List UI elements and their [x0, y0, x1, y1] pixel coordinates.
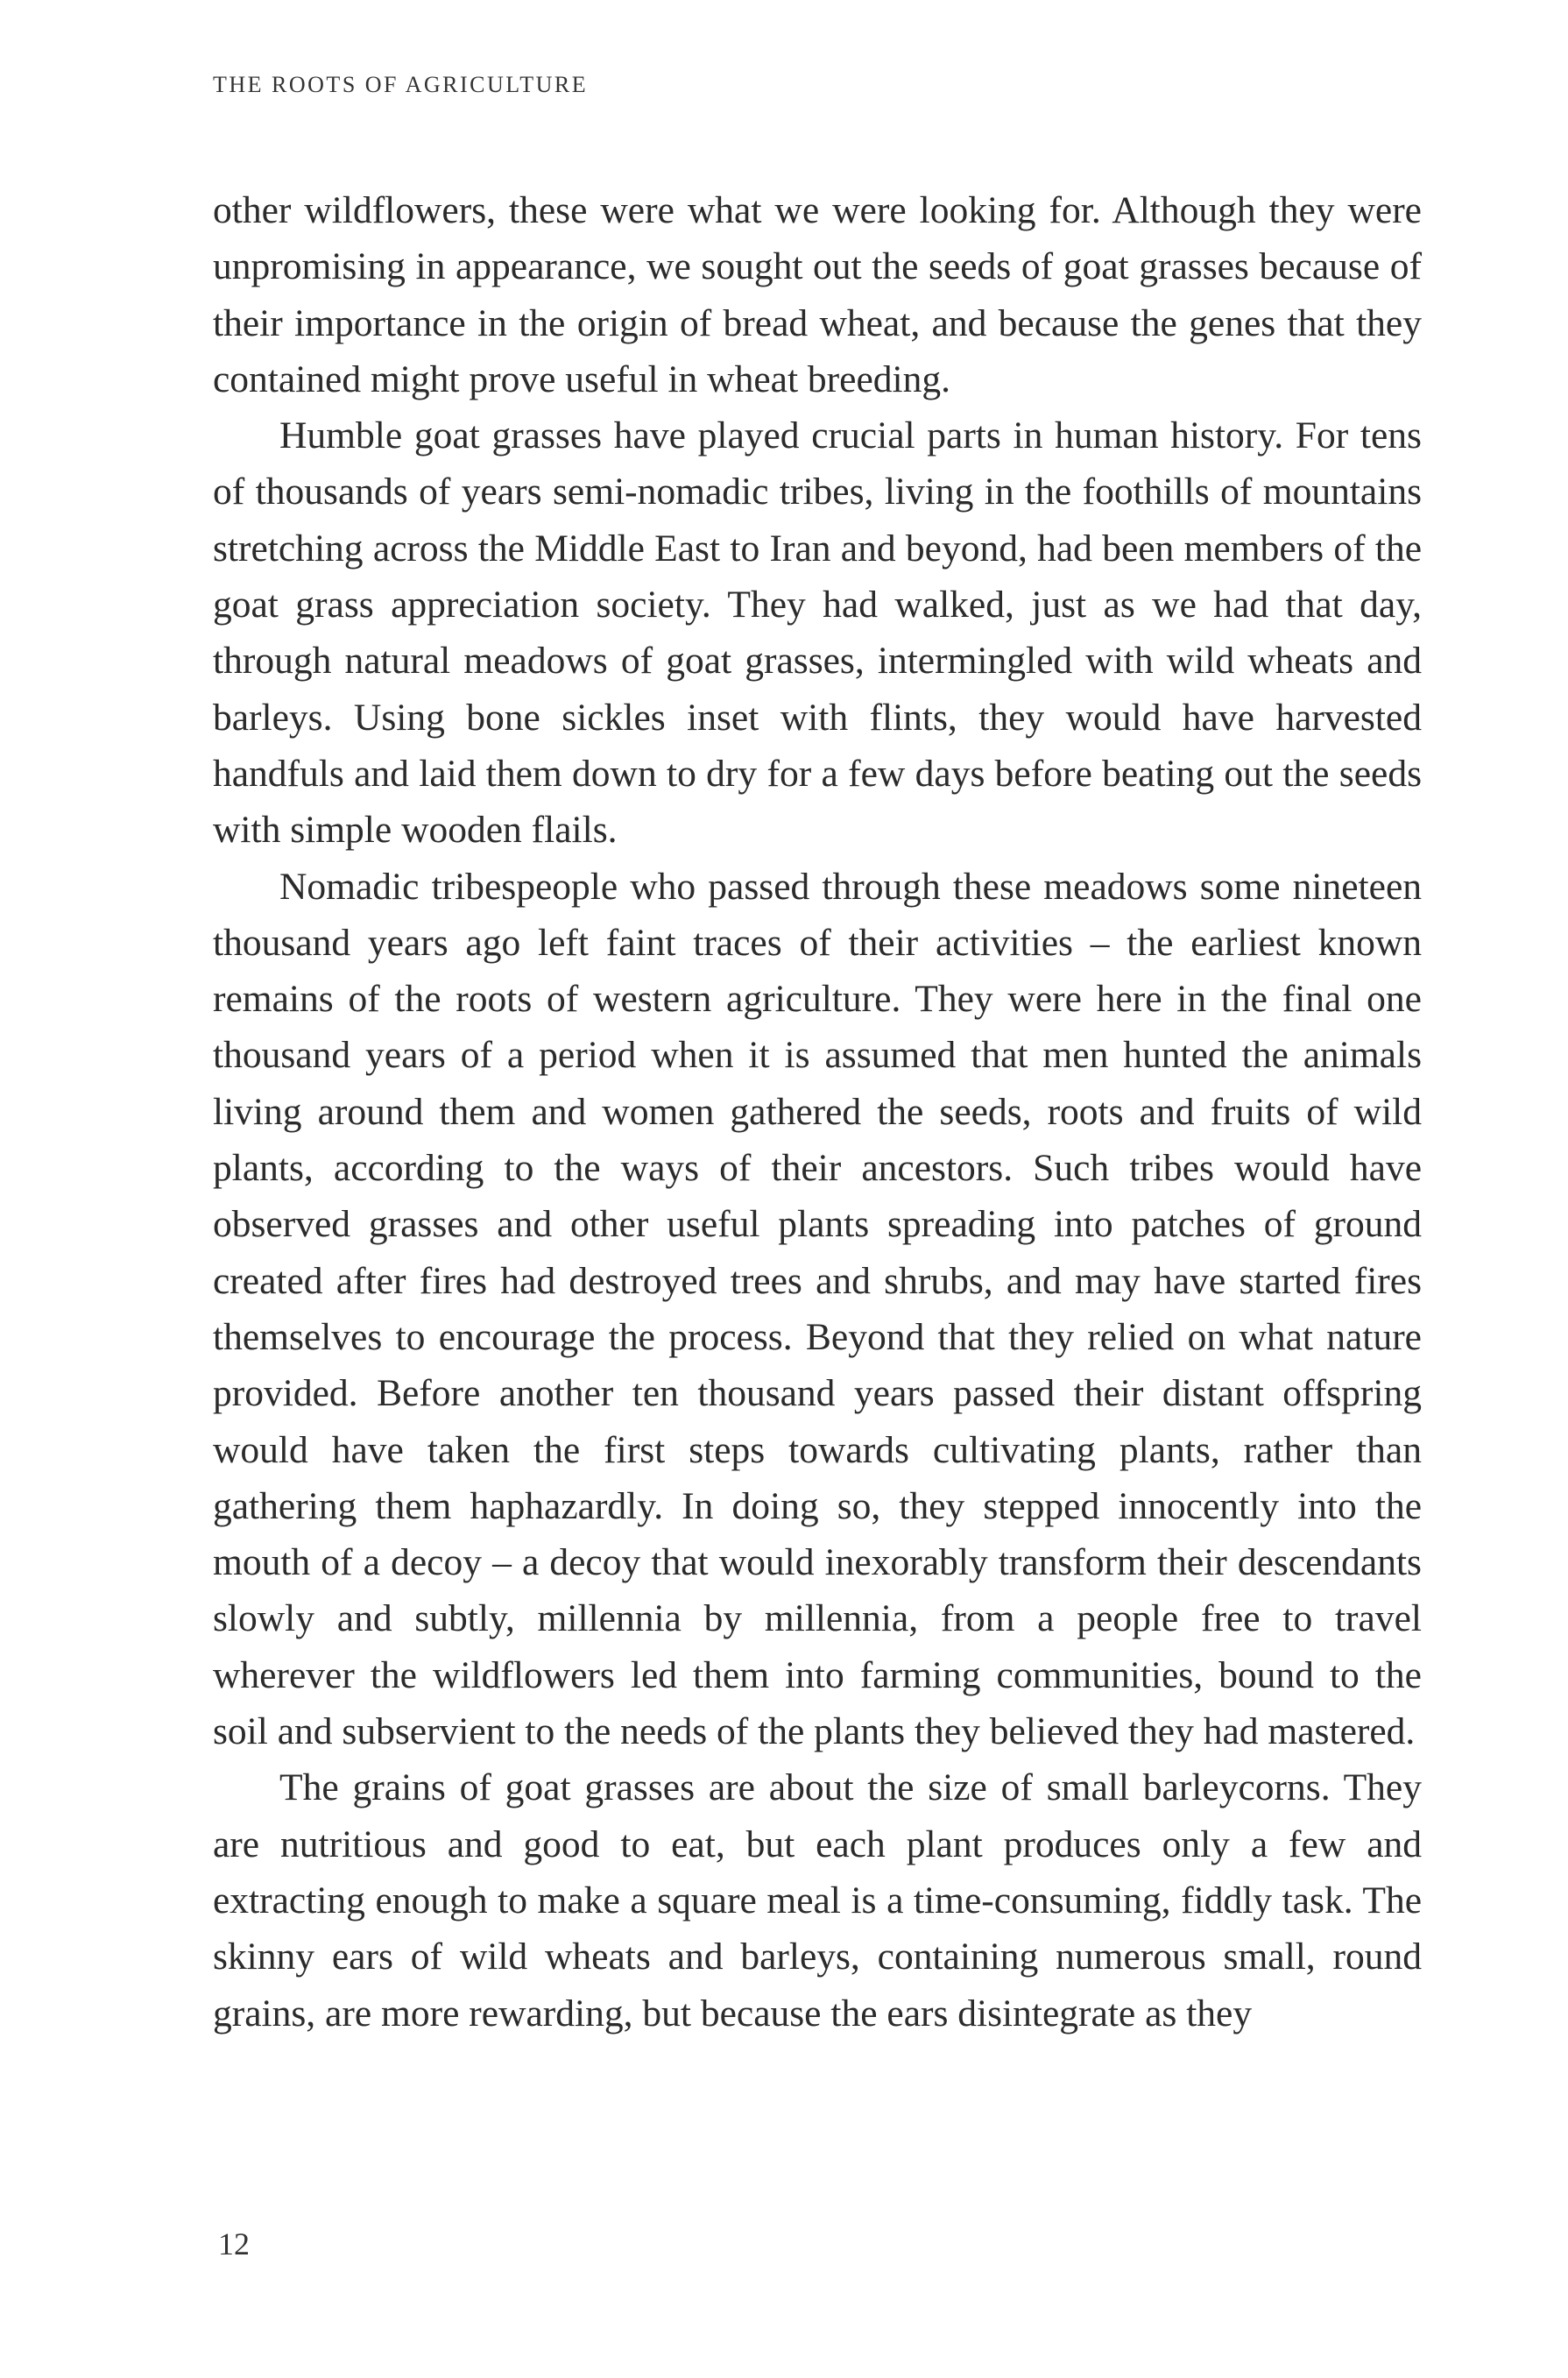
paragraph-nomadic-tribespeople: Nomadic tribespeople who passed through these meadows some nineteen thousand years ago left faint traces of their activities – the earliest known remains of the roots of western agriculture. They were here in the final one thousand years of a period when it is assumed that men hunted the animals living around them and women gathered the seeds, roots and fruits of wild plants, according to the ways of their ancestors. Such tribes would have observed grasses and other useful plants spreading into patches of ground created after fires had destroyed trees and shrubs, and may have started fires themselves to encourage the process. Beyond that they relied on what nature provided. Before another ten thousand years passed their distant offspring would have taken the first steps towards cultivating plants, rather than gathering them haphazardly. In doing so, they stepped innocently into the mouth of a decoy – a decoy that would inexorably transform their descendants slowly and subtly, millennia by millennia, from a people free to travel wherever the wildflowers led them into farming communities, bound to the soil and subservient to the needs of the plants they believed they had mastered.: [213, 865, 1422, 1753]
running-head: THE ROOTS OF AGRICULTURE: [213, 72, 589, 97]
paragraph-goat-grasses-history: Humble goat grasses have played crucial parts in human history. For tens of thousands of years semi-nomadic tribes, living in the foothills of mountains stretching across the Middle East to Iran and beyond, had been members of the goat grass appreciation society. They had walked, just as we had that day, through natural meadows of goat grasses, intermingled with wild wheats and barleys. Using bone sickles inset with flints, they would have harvested handfuls and laid them down to dry for a few days before beating out the seeds with simple wooden flails.: [213, 414, 1422, 852]
page-number: 12: [218, 2226, 250, 2261]
paragraph-grains: The grains of goat grasses are about the size of small barleycorns. They are nutritious and good to eat, but each plant produces only a few and extracting enough to make a square meal is a time-consuming, fiddly task. The skinny ears of wild wheats and barleys, containing numerous small, round grains, are more rewarding, but because the ears disintegrate as they: [213, 1766, 1422, 2035]
body-text: [213, 182, 1422, 2042]
paragraph-continuation: other wildflowers, these were what we were looking for. Although they were unpromising in appearance, we sought out the seeds of goat grasses because of their importance in the origin of bread wheat, and because the genes that they contained might prove useful in wheat breeding.: [213, 189, 1422, 400]
